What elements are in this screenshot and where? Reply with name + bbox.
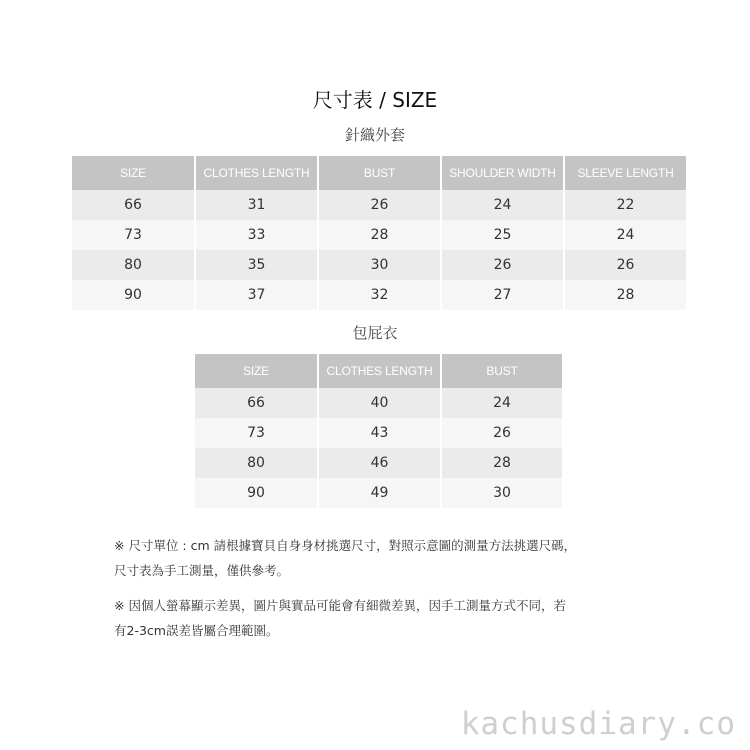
table-row	[72, 280, 686, 310]
table-cell: 26	[440, 250, 563, 280]
bodysuit-size-table	[195, 354, 562, 508]
table-cell: 73	[72, 220, 194, 250]
column-header: SIZE	[72, 156, 194, 190]
table-cell: 40	[317, 388, 440, 418]
table-cell: 80	[195, 448, 317, 478]
table-cell: 28	[317, 220, 440, 250]
table-row	[195, 388, 562, 418]
table-cell: 26	[563, 250, 686, 280]
table-cell: 24	[563, 220, 686, 250]
table-cell: 43	[317, 418, 440, 448]
table-cell: 24	[440, 190, 563, 220]
table-cell: 30	[440, 478, 562, 508]
table-cell: 31	[194, 190, 317, 220]
table-cell: 90	[72, 280, 194, 310]
note-line: 有2-3cm誤差皆屬合理範圍。	[114, 623, 279, 638]
watermark: kachusdiary.co	[460, 706, 736, 742]
table-row	[72, 190, 686, 220]
table-row	[195, 478, 562, 508]
table-2-subtitle: 包屁衣	[352, 324, 398, 342]
column-header: SHOULDER WIDTH	[440, 156, 563, 190]
table-row	[72, 220, 686, 250]
measurement-note	[114, 533, 654, 583]
table-cell: 30	[317, 250, 440, 280]
cardigan-size-table	[72, 156, 686, 310]
column-header: BUST	[317, 156, 440, 190]
table-cell: 49	[317, 478, 440, 508]
table-row	[195, 448, 562, 478]
table-cell: 25	[440, 220, 563, 250]
table-cell: 46	[317, 448, 440, 478]
table-cell: 22	[563, 190, 686, 220]
page-title: 尺寸表 / SIZE	[312, 88, 438, 112]
column-header: SLEEVE LENGTH	[563, 156, 686, 190]
table-cell: 33	[194, 220, 317, 250]
table-cell: 26	[317, 190, 440, 220]
table-cell: 73	[195, 418, 317, 448]
table-cell: 28	[563, 280, 686, 310]
table-cell: 35	[194, 250, 317, 280]
table-cell: 28	[440, 448, 562, 478]
note-line: ※ 因個人螢幕顯示差異，圖片與實品可能會有細微差異，因手工測量方式不同，若	[114, 598, 566, 613]
table-cell: 37	[194, 280, 317, 310]
column-header: BUST	[440, 354, 562, 388]
table-cell: 26	[440, 418, 562, 448]
table-cell: 80	[72, 250, 194, 280]
column-header: CLOTHES LENGTH	[317, 354, 440, 388]
table-cell: 66	[195, 388, 317, 418]
table-cell: 32	[317, 280, 440, 310]
column-header: CLOTHES LENGTH	[194, 156, 317, 190]
table-row	[195, 418, 562, 448]
table-1-subtitle: 針織外套	[344, 126, 405, 144]
table-header-row	[195, 354, 562, 388]
table-cell: 27	[440, 280, 563, 310]
table-cell: 66	[72, 190, 194, 220]
column-header: SIZE	[195, 354, 317, 388]
table-header-row	[72, 156, 686, 190]
table-row	[72, 250, 686, 280]
display-difference-note	[114, 593, 654, 643]
note-line: 尺寸表為手工測量，僅供參考。	[114, 563, 290, 578]
note-line: ※ 尺寸單位 : cm 請根據寶貝自身身材挑選尺寸，對照示意圖的測量方法挑選尺碼，	[114, 538, 577, 553]
table-cell: 90	[195, 478, 317, 508]
table-cell: 24	[440, 388, 562, 418]
